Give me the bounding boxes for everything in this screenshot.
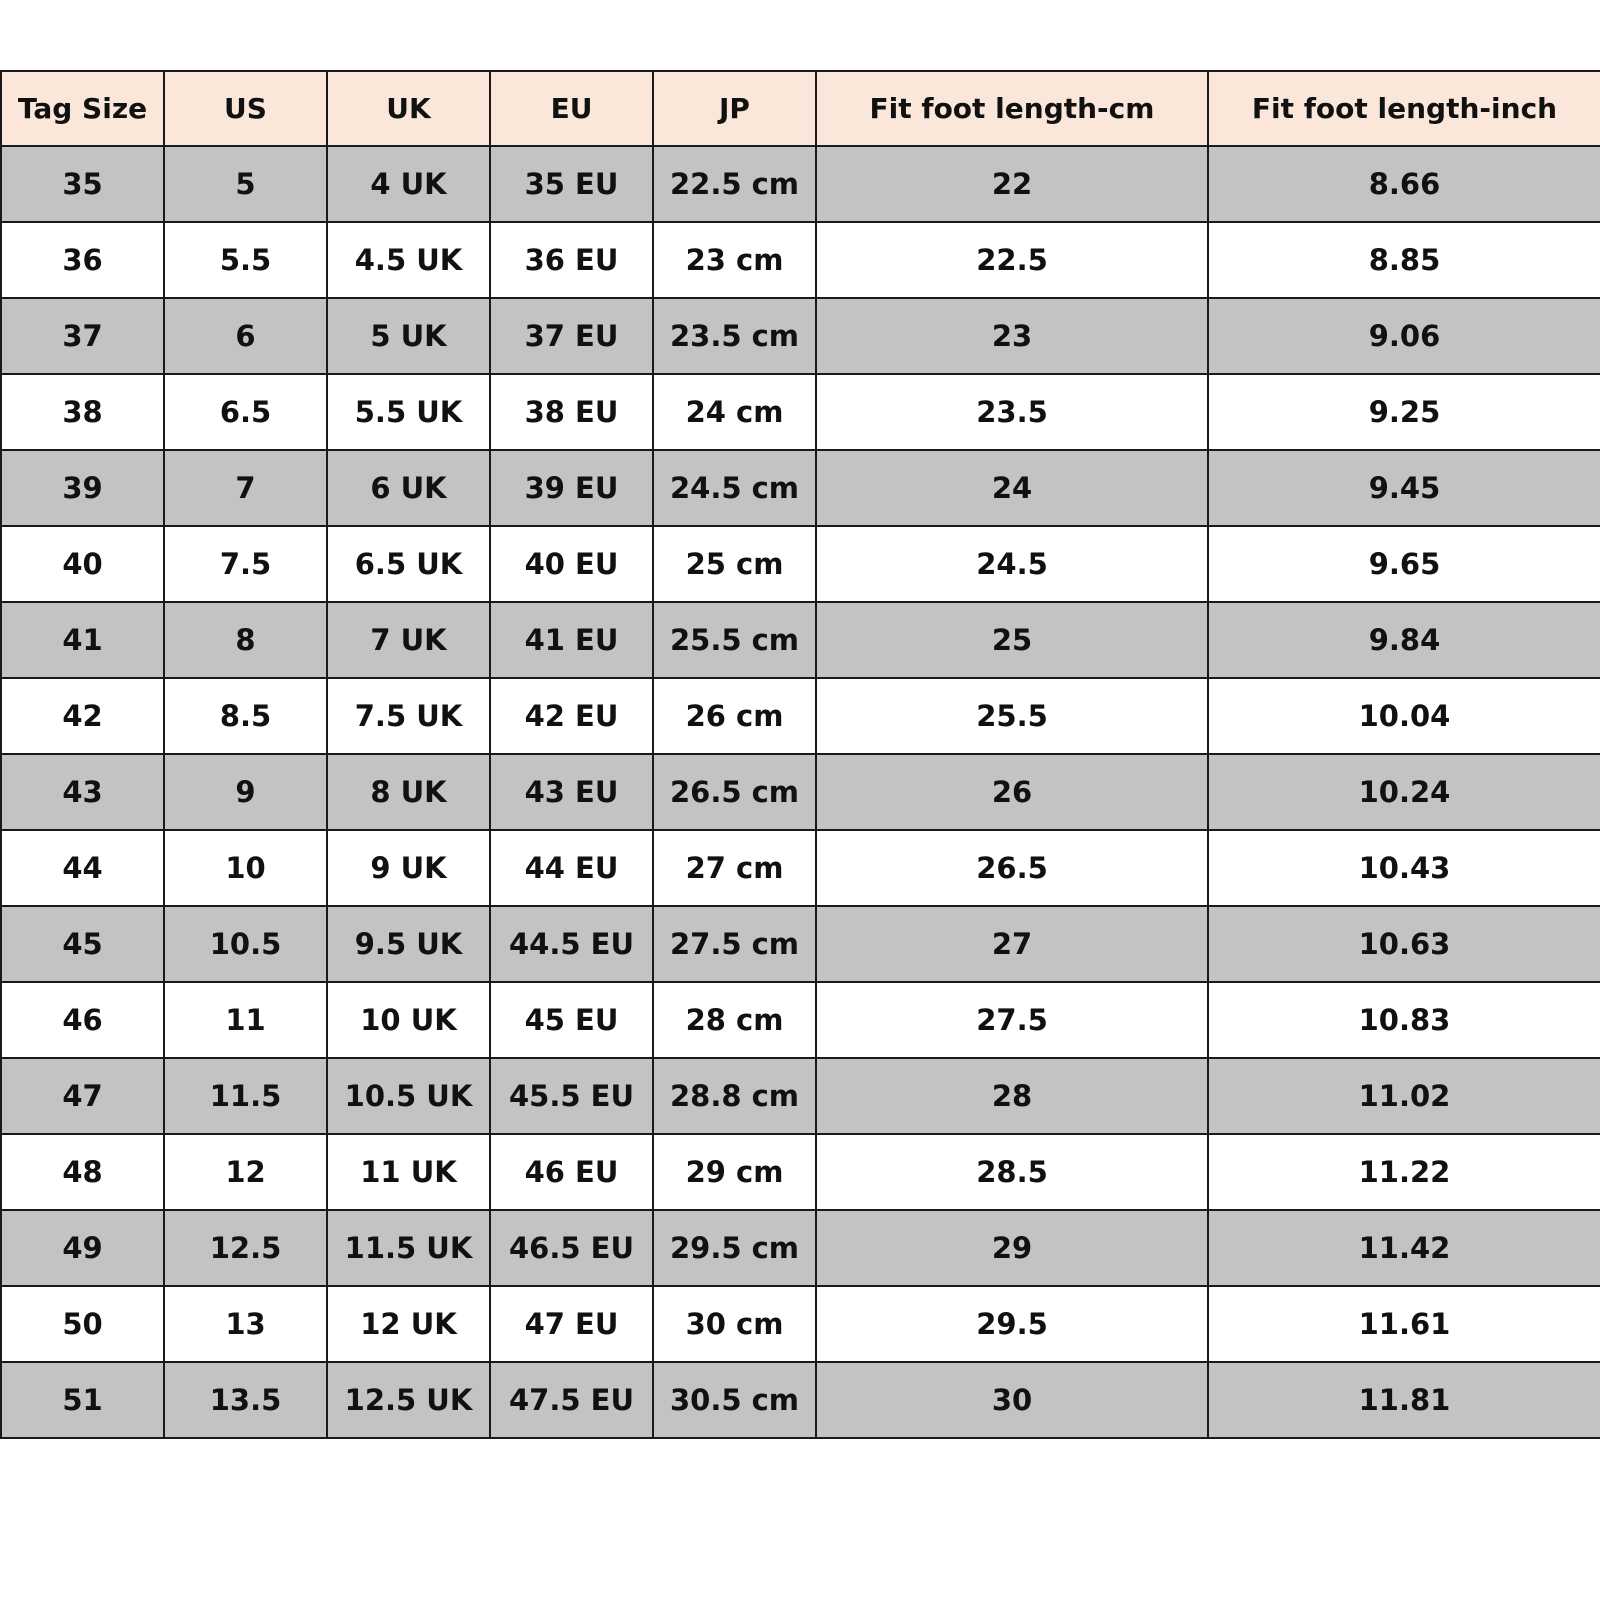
cell-uk: 12 UK xyxy=(327,1286,490,1362)
cell-jp: 22.5 cm xyxy=(653,146,816,222)
table-row xyxy=(1,906,1600,982)
cell-foot-length-cm: 26 xyxy=(816,754,1208,830)
cell-tag-size: 39 xyxy=(1,450,164,526)
cell-foot-length-cm: 29 xyxy=(816,1210,1208,1286)
cell-us: 5 xyxy=(164,146,327,222)
cell-eu: 45.5 EU xyxy=(490,1058,653,1134)
cell-eu: 36 EU xyxy=(490,222,653,298)
cell-uk: 4.5 UK xyxy=(327,222,490,298)
column-header-foot-length-inch: Fit foot length-inch xyxy=(1208,71,1600,146)
cell-tag-size: 50 xyxy=(1,1286,164,1362)
column-header-foot-length-cm: Fit foot length-cm xyxy=(816,71,1208,146)
cell-foot-length-cm: 22 xyxy=(816,146,1208,222)
cell-eu: 47.5 EU xyxy=(490,1362,653,1438)
cell-uk: 8 UK xyxy=(327,754,490,830)
cell-tag-size: 35 xyxy=(1,146,164,222)
cell-us: 8 xyxy=(164,602,327,678)
cell-eu: 43 EU xyxy=(490,754,653,830)
cell-eu: 44 EU xyxy=(490,830,653,906)
cell-us: 5.5 xyxy=(164,222,327,298)
cell-foot-length-cm: 23.5 xyxy=(816,374,1208,450)
cell-foot-length-cm: 26.5 xyxy=(816,830,1208,906)
cell-jp: 25 cm xyxy=(653,526,816,602)
cell-us: 11.5 xyxy=(164,1058,327,1134)
cell-foot-length-cm: 22.5 xyxy=(816,222,1208,298)
cell-eu: 44.5 EU xyxy=(490,906,653,982)
cell-us: 10 xyxy=(164,830,327,906)
cell-foot-length-inch: 10.04 xyxy=(1208,678,1600,754)
cell-foot-length-inch: 9.25 xyxy=(1208,374,1600,450)
cell-foot-length-cm: 24.5 xyxy=(816,526,1208,602)
cell-eu: 39 EU xyxy=(490,450,653,526)
cell-foot-length-cm: 23 xyxy=(816,298,1208,374)
table-row xyxy=(1,222,1600,298)
cell-foot-length-inch: 11.22 xyxy=(1208,1134,1600,1210)
cell-foot-length-cm: 29.5 xyxy=(816,1286,1208,1362)
cell-uk: 11.5 UK xyxy=(327,1210,490,1286)
column-header-jp: JP xyxy=(653,71,816,146)
table-row xyxy=(1,1362,1600,1438)
cell-tag-size: 42 xyxy=(1,678,164,754)
cell-tag-size: 47 xyxy=(1,1058,164,1134)
cell-jp: 30 cm xyxy=(653,1286,816,1362)
cell-foot-length-inch: 10.83 xyxy=(1208,982,1600,1058)
cell-tag-size: 46 xyxy=(1,982,164,1058)
size-chart xyxy=(0,70,1600,1439)
cell-eu: 41 EU xyxy=(490,602,653,678)
cell-us: 9 xyxy=(164,754,327,830)
cell-tag-size: 49 xyxy=(1,1210,164,1286)
table-row xyxy=(1,1058,1600,1134)
cell-tag-size: 36 xyxy=(1,222,164,298)
cell-eu: 46.5 EU xyxy=(490,1210,653,1286)
cell-eu: 38 EU xyxy=(490,374,653,450)
cell-eu: 47 EU xyxy=(490,1286,653,1362)
cell-eu: 37 EU xyxy=(490,298,653,374)
cell-foot-length-inch: 11.02 xyxy=(1208,1058,1600,1134)
table-row xyxy=(1,602,1600,678)
size-chart-body xyxy=(1,146,1600,1438)
cell-foot-length-inch: 9.65 xyxy=(1208,526,1600,602)
cell-tag-size: 38 xyxy=(1,374,164,450)
cell-jp: 26.5 cm xyxy=(653,754,816,830)
cell-foot-length-inch: 9.84 xyxy=(1208,602,1600,678)
cell-foot-length-cm: 27.5 xyxy=(816,982,1208,1058)
table-row xyxy=(1,450,1600,526)
cell-eu: 35 EU xyxy=(490,146,653,222)
cell-tag-size: 41 xyxy=(1,602,164,678)
cell-us: 7 xyxy=(164,450,327,526)
cell-foot-length-inch: 11.61 xyxy=(1208,1286,1600,1362)
cell-jp: 27.5 cm xyxy=(653,906,816,982)
table-row xyxy=(1,1286,1600,1362)
size-chart-table xyxy=(0,70,1600,1439)
table-row xyxy=(1,678,1600,754)
cell-uk: 7.5 UK xyxy=(327,678,490,754)
cell-foot-length-cm: 28 xyxy=(816,1058,1208,1134)
table-row xyxy=(1,1134,1600,1210)
cell-foot-length-cm: 25.5 xyxy=(816,678,1208,754)
header-row xyxy=(1,71,1600,146)
table-row xyxy=(1,526,1600,602)
cell-jp: 28 cm xyxy=(653,982,816,1058)
cell-us: 12.5 xyxy=(164,1210,327,1286)
table-row xyxy=(1,146,1600,222)
table-row xyxy=(1,830,1600,906)
cell-tag-size: 37 xyxy=(1,298,164,374)
cell-foot-length-inch: 8.66 xyxy=(1208,146,1600,222)
cell-uk: 12.5 UK xyxy=(327,1362,490,1438)
cell-uk: 6.5 UK xyxy=(327,526,490,602)
cell-foot-length-cm: 27 xyxy=(816,906,1208,982)
cell-us: 11 xyxy=(164,982,327,1058)
cell-tag-size: 43 xyxy=(1,754,164,830)
cell-foot-length-inch: 9.06 xyxy=(1208,298,1600,374)
cell-jp: 25.5 cm xyxy=(653,602,816,678)
cell-foot-length-inch: 10.43 xyxy=(1208,830,1600,906)
cell-jp: 24 cm xyxy=(653,374,816,450)
cell-foot-length-inch: 10.24 xyxy=(1208,754,1600,830)
cell-jp: 28.8 cm xyxy=(653,1058,816,1134)
cell-tag-size: 51 xyxy=(1,1362,164,1438)
cell-foot-length-inch: 10.63 xyxy=(1208,906,1600,982)
cell-foot-length-cm: 24 xyxy=(816,450,1208,526)
cell-eu: 40 EU xyxy=(490,526,653,602)
cell-uk: 9 UK xyxy=(327,830,490,906)
cell-uk: 6 UK xyxy=(327,450,490,526)
column-header-eu: EU xyxy=(490,71,653,146)
cell-us: 6 xyxy=(164,298,327,374)
cell-tag-size: 45 xyxy=(1,906,164,982)
cell-foot-length-inch: 9.45 xyxy=(1208,450,1600,526)
cell-tag-size: 40 xyxy=(1,526,164,602)
cell-us: 13 xyxy=(164,1286,327,1362)
column-header-us: US xyxy=(164,71,327,146)
cell-jp: 24.5 cm xyxy=(653,450,816,526)
cell-jp: 27 cm xyxy=(653,830,816,906)
cell-uk: 10.5 UK xyxy=(327,1058,490,1134)
cell-us: 8.5 xyxy=(164,678,327,754)
cell-foot-length-inch: 8.85 xyxy=(1208,222,1600,298)
cell-us: 10.5 xyxy=(164,906,327,982)
cell-us: 12 xyxy=(164,1134,327,1210)
cell-foot-length-inch: 11.42 xyxy=(1208,1210,1600,1286)
cell-jp: 30.5 cm xyxy=(653,1362,816,1438)
cell-foot-length-inch: 11.81 xyxy=(1208,1362,1600,1438)
cell-jp: 23.5 cm xyxy=(653,298,816,374)
cell-us: 7.5 xyxy=(164,526,327,602)
cell-jp: 23 cm xyxy=(653,222,816,298)
cell-uk: 10 UK xyxy=(327,982,490,1058)
cell-eu: 46 EU xyxy=(490,1134,653,1210)
cell-foot-length-cm: 30 xyxy=(816,1362,1208,1438)
cell-jp: 26 cm xyxy=(653,678,816,754)
cell-foot-length-cm: 28.5 xyxy=(816,1134,1208,1210)
cell-foot-length-cm: 25 xyxy=(816,602,1208,678)
cell-eu: 45 EU xyxy=(490,982,653,1058)
cell-tag-size: 48 xyxy=(1,1134,164,1210)
cell-jp: 29.5 cm xyxy=(653,1210,816,1286)
cell-uk: 9.5 UK xyxy=(327,906,490,982)
cell-uk: 5.5 UK xyxy=(327,374,490,450)
cell-eu: 42 EU xyxy=(490,678,653,754)
cell-uk: 5 UK xyxy=(327,298,490,374)
table-row xyxy=(1,1210,1600,1286)
cell-jp: 29 cm xyxy=(653,1134,816,1210)
table-row xyxy=(1,982,1600,1058)
cell-uk: 11 UK xyxy=(327,1134,490,1210)
cell-uk: 7 UK xyxy=(327,602,490,678)
cell-tag-size: 44 xyxy=(1,830,164,906)
column-header-tag-size: Tag Size xyxy=(1,71,164,146)
cell-uk: 4 UK xyxy=(327,146,490,222)
cell-us: 13.5 xyxy=(164,1362,327,1438)
table-row xyxy=(1,298,1600,374)
table-row xyxy=(1,374,1600,450)
cell-us: 6.5 xyxy=(164,374,327,450)
column-header-uk: UK xyxy=(327,71,490,146)
table-row xyxy=(1,754,1600,830)
